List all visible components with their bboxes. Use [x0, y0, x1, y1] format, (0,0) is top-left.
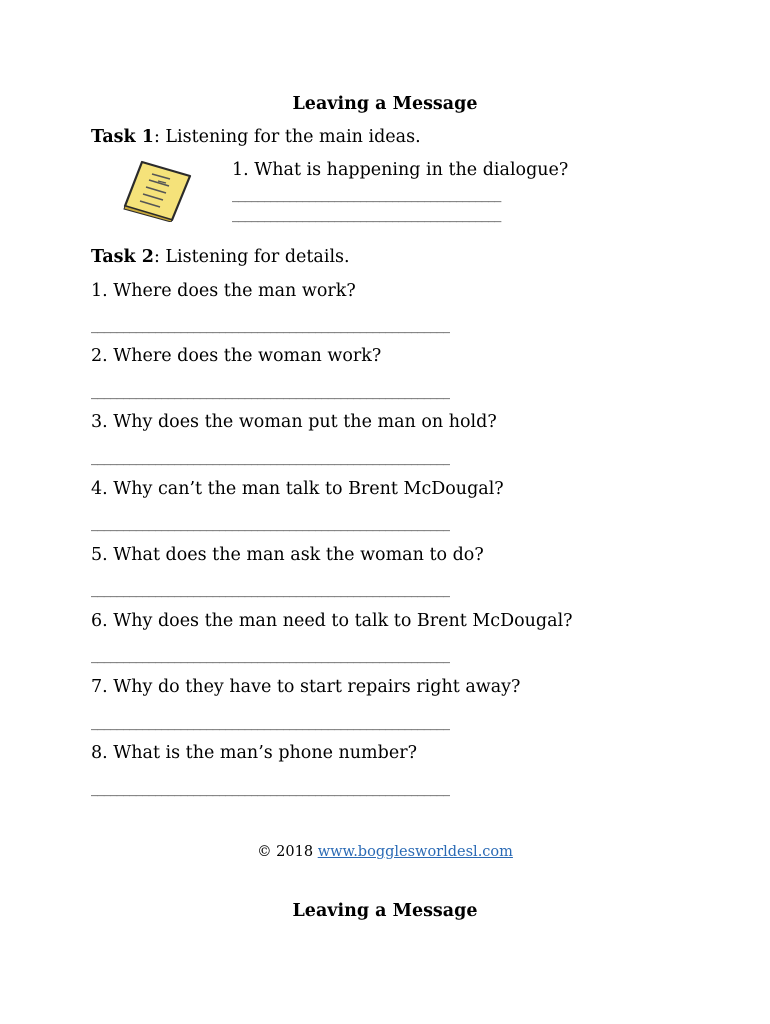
copyright-text: © 2018 — [257, 844, 318, 860]
task1-text: : Listening for the main ideas. — [153, 127, 421, 147]
task1-answer-line-1[interactable]: __________________________________________ — [232, 187, 501, 203]
task1-answer-line-2[interactable]: __________________________________________ — [232, 207, 501, 223]
question-5: 5. What does the man ask the woman to do? — [91, 545, 484, 565]
task2-label: Task 2 — [91, 247, 154, 267]
task2-heading — [91, 246, 350, 268]
answer-line-8[interactable]: ________________________________________________________ — [91, 781, 450, 797]
task1-heading — [91, 126, 421, 148]
footer — [0, 842, 770, 862]
answer-line-1[interactable]: ________________________________________________________ — [91, 318, 450, 334]
question-4: 4. Why can’t the man talk to Brent McDougal? — [91, 479, 504, 499]
answer-line-6[interactable]: ________________________________________________________ — [91, 648, 450, 664]
answer-line-5[interactable]: ________________________________________________________ — [91, 582, 450, 598]
question-2: 2. Where does the woman work? — [91, 346, 382, 366]
note-paper-icon — [122, 160, 194, 222]
task1-label: Task 1 — [91, 127, 154, 147]
answer-line-3[interactable]: ________________________________________________________ — [91, 450, 450, 466]
answer-line-7[interactable]: ________________________________________________________ — [91, 715, 450, 731]
task2-text: : Listening for details. — [153, 247, 350, 267]
question-3: 3. Why does the woman put the man on hold? — [91, 412, 497, 432]
answer-line-2[interactable]: ________________________________________________________ — [91, 384, 450, 400]
task1-question: 1. What is happening in the dialogue? — [232, 160, 569, 180]
page-title-repeat: Leaving a Message — [292, 901, 478, 921]
question-8: 8. What is the man’s phone number? — [91, 743, 417, 763]
page-title: Leaving a Message — [292, 94, 478, 114]
answer-line-4[interactable]: ________________________________________________________ — [91, 516, 450, 532]
website-link[interactable]: www.bogglesworldesl.com — [317, 844, 513, 860]
question-1: 1. Where does the man work? — [91, 281, 356, 301]
question-6: 6. Why does the man need to talk to Brent McDougal? — [91, 611, 573, 631]
question-7: 7. Why do they have to start repairs right away? — [91, 677, 521, 697]
